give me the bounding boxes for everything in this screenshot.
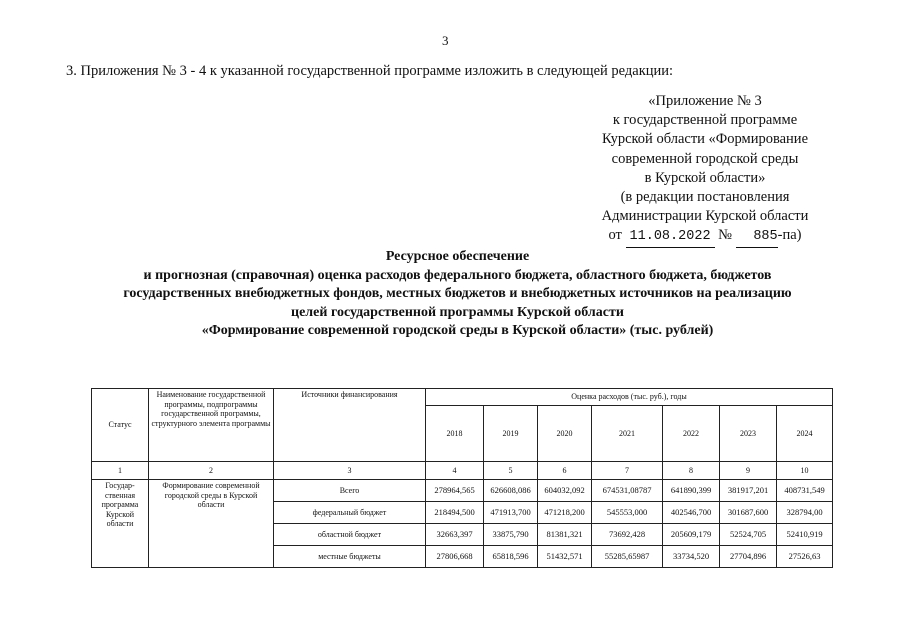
financing-table [91, 388, 833, 568]
intro-paragraph: 3. Приложения № 3 - 4 к указанной государственной программе изложить в следующей редакции: [66, 63, 674, 79]
appendix-line-2: к государственной программе [612, 112, 798, 129]
header-year: 2019 [484, 406, 538, 462]
value-cell: 73692,428 [592, 524, 663, 546]
column-number: 6 [538, 462, 592, 480]
value-cell: 65818,596 [484, 546, 538, 568]
header-year: 2023 [720, 406, 777, 462]
value-cell: 641890,399 [663, 480, 720, 502]
header-year: 2024 [777, 406, 833, 462]
column-number: 8 [663, 462, 720, 480]
appendix-line-7: Администрации Курской области [601, 208, 809, 225]
appendix-reference [560, 92, 850, 248]
table-row [92, 480, 833, 502]
column-number: 10 [777, 462, 833, 480]
column-number: 1 [92, 462, 149, 480]
value-cell: 328794,00 [777, 502, 833, 524]
header-name: Наименование государственной программы, подпрограммы государственной программы, структурного элемента программы [149, 389, 274, 462]
value-cell: 27526,63 [777, 546, 833, 568]
value-cell: 471218,200 [538, 502, 592, 524]
value-cell: 471913,700 [484, 502, 538, 524]
header-sources: Источники финансирования [274, 389, 426, 462]
column-number: 5 [484, 462, 538, 480]
header-year: 2018 [426, 406, 484, 462]
value-cell: 51432,571 [538, 546, 592, 568]
column-number: 3 [274, 462, 426, 480]
value-cell: 52410,919 [777, 524, 833, 546]
value-cell: 81381,321 [538, 524, 592, 546]
decree-number: 885 [736, 227, 778, 247]
value-cell: 604032,092 [538, 480, 592, 502]
title-line-5: «Формирование современной городской среды в Курской области» (тыс. рублей) [201, 323, 714, 339]
document-title [60, 248, 855, 341]
title-line-1: Ресурсное обеспечение [385, 249, 530, 264]
value-cell: 545553,000 [592, 502, 663, 524]
appendix-line-5: в Курской области» [644, 169, 766, 186]
header-estimate: Оценка расходов (тыс. руб.), годы [426, 389, 833, 406]
value-cell: 33734,520 [663, 546, 720, 568]
header-year: 2022 [663, 406, 720, 462]
source-cell: областной бюджет [274, 524, 426, 546]
column-number: 4 [426, 462, 484, 480]
value-cell: 626608,086 [484, 480, 538, 502]
appendix-line-1: «Приложение № 3 [648, 93, 762, 109]
value-cell: 55285,65987 [592, 546, 663, 568]
value-cell: 278964,565 [426, 480, 484, 502]
status-cell: Государ-ственная программа Курской области [92, 480, 149, 568]
appendix-line-4: современной городской среды [611, 150, 799, 167]
value-cell: 27704,896 [720, 546, 777, 568]
appendix-line-3: Курской области «Формирование [601, 131, 809, 148]
program-cell: Формирование современной городской среды в Курской области [149, 480, 274, 568]
number-sign: № [718, 227, 733, 244]
source-cell: федеральный бюджет [274, 502, 426, 524]
appendix-date-line [560, 226, 850, 247]
decree-suffix: -па) [777, 227, 802, 244]
page-number: 3 [442, 33, 449, 48]
value-cell: 402546,700 [663, 502, 720, 524]
header-status: Статус [92, 389, 149, 462]
value-cell: 52524,705 [720, 524, 777, 546]
value-cell: 301687,600 [720, 502, 777, 524]
source-cell: Всего [274, 480, 426, 502]
column-number: 2 [149, 462, 274, 480]
value-cell: 27806,668 [426, 546, 484, 568]
value-cell: 32663,397 [426, 524, 484, 546]
column-number: 7 [592, 462, 663, 480]
title-line-4: целей государственной программы Курской области [291, 304, 624, 320]
column-number: 9 [720, 462, 777, 480]
value-cell: 381917,201 [720, 480, 777, 502]
from-label: от [608, 227, 622, 244]
title-line-3: государственных внебюджетных фондов, местных бюджетов и внебюджетных источников на реализацию [123, 286, 792, 302]
value-cell: 218494,500 [426, 502, 484, 524]
appendix-line-6: (в редакции постановления [620, 189, 790, 206]
title-line-2: и прогнозная (справочная) оценка расходов федерального бюджета, областного бюджета, бюджетов [143, 267, 772, 283]
column-number-row [92, 462, 833, 480]
decree-date: 11.08.2022 [626, 227, 715, 247]
header-year: 2021 [592, 406, 663, 462]
value-cell: 205609,179 [663, 524, 720, 546]
value-cell: 33875,790 [484, 524, 538, 546]
source-cell: местные бюджеты [274, 546, 426, 568]
header-year: 2020 [538, 406, 592, 462]
value-cell: 674531,08787 [592, 480, 663, 502]
value-cell: 408731,549 [777, 480, 833, 502]
